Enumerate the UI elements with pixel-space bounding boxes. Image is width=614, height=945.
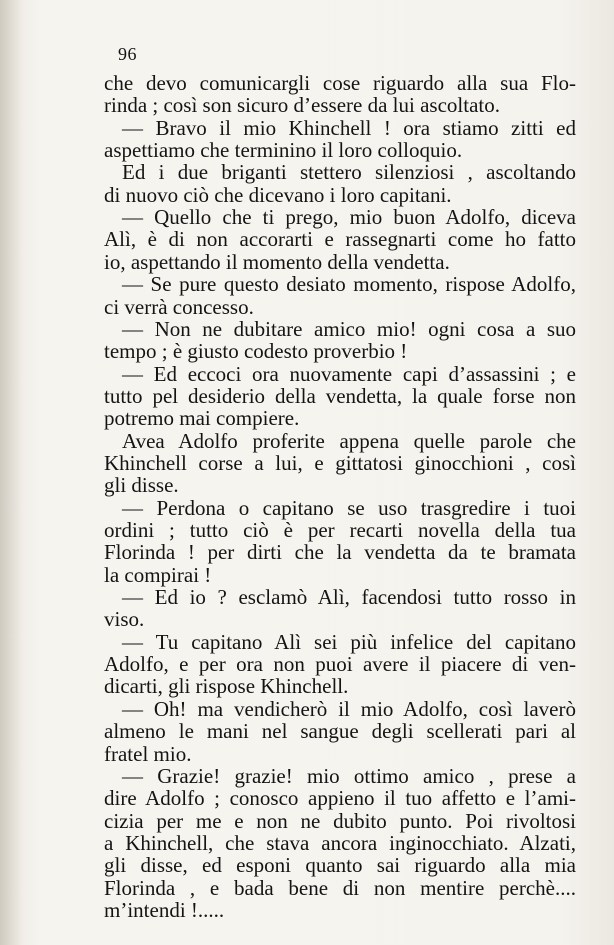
page-number: 96 — [118, 44, 137, 64]
text-line: cizia per me e non ne dubito punto. Poi rivoltosi — [104, 808, 576, 833]
text-line: Khinchell corse a lui, e gittatosi ginocchioni , così — [104, 450, 576, 475]
text-line: che devo comunicargli cose riguardo alla sua Flo- — [104, 71, 576, 95]
body-text — [104, 71, 576, 922]
text-line: io, aspettando il momento della vendetta. — [104, 249, 450, 274]
text-line: — Grazie! grazie! mio ottimo amico , prese a — [122, 763, 576, 788]
text-line: — Oh! ma vendicherò il mio Adolfo, così laverò — [122, 696, 576, 721]
text-line: almeno le mani nel sangue degli scellerati pari al — [104, 719, 576, 744]
text-line: — Ed eccoci ora nuovamente capi d’assassini ; e — [122, 361, 576, 386]
text-line: aspettiamo che terminino il loro colloquio. — [104, 138, 463, 163]
text-line: Florinda , e bada bene di non mentire perchè.... — [104, 875, 576, 900]
text-line: Avea Adolfo proferite appena quelle parole che — [122, 428, 576, 453]
text-line: viso. — [104, 607, 145, 632]
text-line: Florinda ! per dirti che la vendetta da te bramata — [104, 540, 576, 565]
text-line: dicarti, gli rispose Khinchell. — [104, 674, 349, 699]
text-line: Ed i due briganti stettero silenziosi , ascoltando — [122, 160, 576, 185]
text-line: fratel mio. — [104, 741, 192, 766]
text-line: di nuovo ciò che dicevano i loro capitani. — [104, 182, 452, 207]
text-line: — Tu capitano Alì sei più infelice del capitano — [122, 629, 576, 654]
text-line: Adolfo, e per ora non puoi avere il piacere di ven- — [104, 652, 576, 677]
text-line: gli disse. — [104, 473, 179, 498]
text-line: dire Adolfo ; conosco appieno il tuo affetto e l’ami- — [104, 786, 576, 811]
text-line: — Bravo il mio Khinchell ! ora stiamo zitti ed — [122, 115, 576, 140]
text-line: la compirai ! — [104, 562, 212, 587]
text-line: potremo mai compiere. — [104, 406, 300, 431]
text-line: tempo ; è giusto codesto proverbio ! — [104, 339, 408, 364]
text-line: — Perdona o capitano se uso trasgredire i tuoi — [122, 495, 576, 520]
text-line: a Khinchell, che stava ancora inginocchiato. Alzati, — [104, 830, 576, 855]
text-line: m’intendi !..... — [104, 897, 225, 922]
text-line: — Ed io ? esclamò Alì, facendosi tutto rosso in — [122, 585, 576, 610]
text-line: tutto pel desiderio della vendetta, la quale forse non — [104, 383, 576, 408]
text-line: rinda ; così son sicuro d’essere da lui ascoltato. — [104, 93, 500, 118]
text-line: — Non ne dubitare amico mio! ogni cosa a suo — [122, 316, 576, 341]
text-line: Alì, è di non accorarti e rassegnarti come ho fatto — [104, 227, 576, 252]
page-spine-shadow — [0, 0, 22, 945]
text-line: — Quello che ti prego, mio buon Adolfo, diceva — [122, 205, 576, 230]
text-line: — Se pure questo desiato momento, rispose Adolfo, — [122, 272, 576, 297]
text-line: ordini ; tutto ciò è per recarti novella della tua — [104, 518, 576, 542]
text-line: gli disse, ed esponi quanto sai riguardo alla mia — [104, 853, 576, 878]
text-line: ci verrà concesso. — [104, 294, 254, 319]
